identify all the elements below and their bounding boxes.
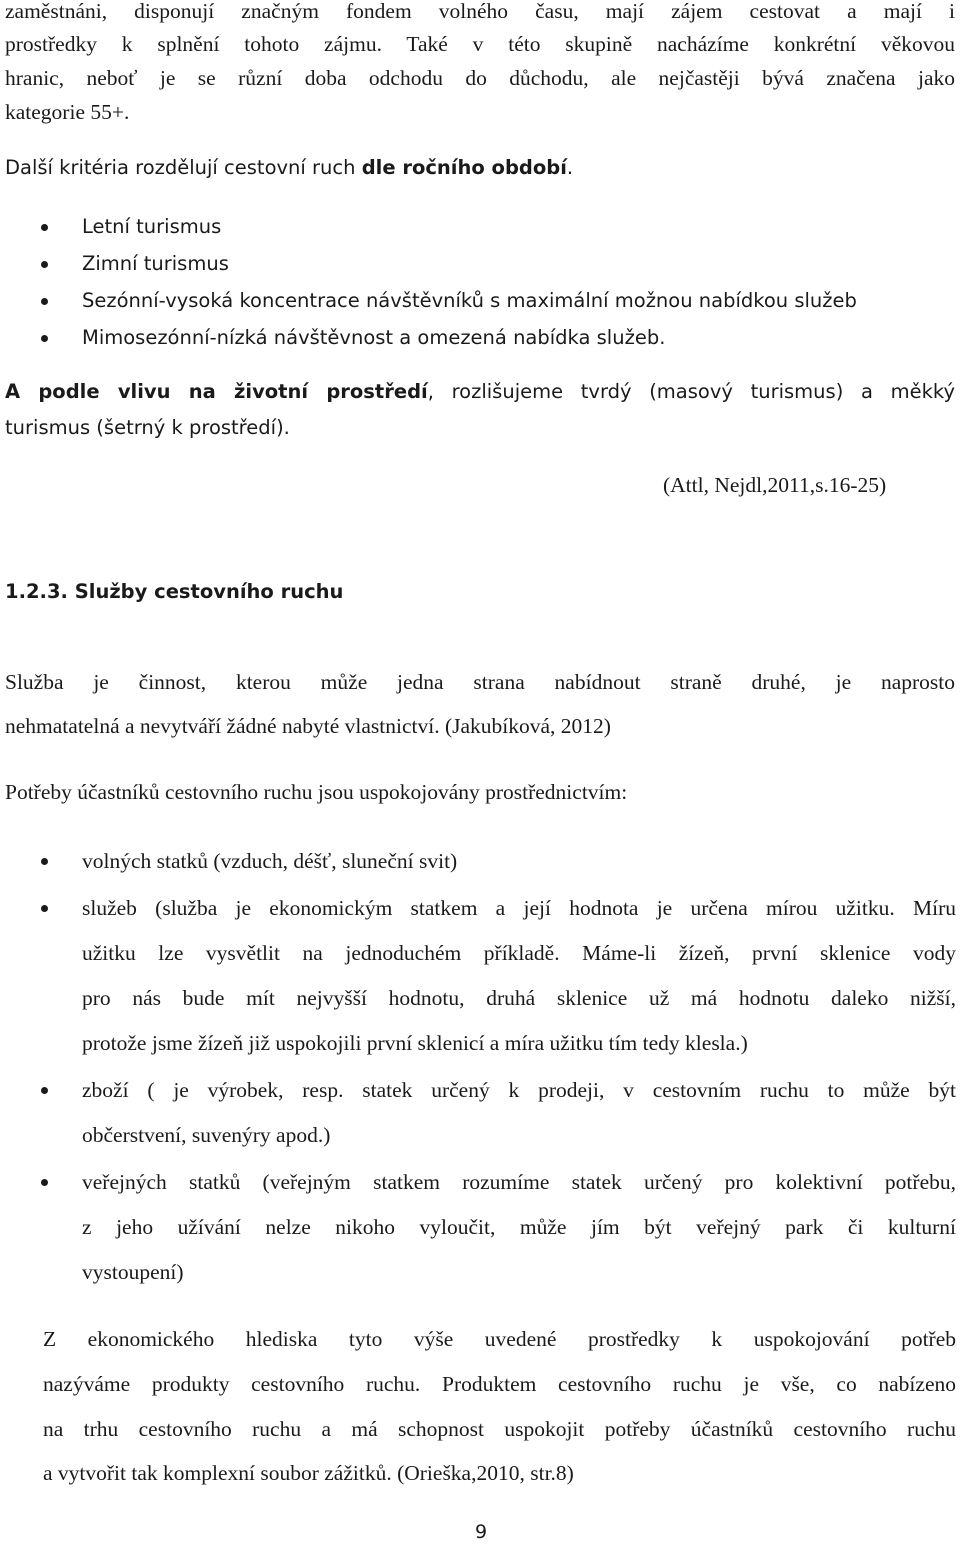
definition-line-1: Služba je činnost, kterou může jedna strana nabídnout straně druhé, je naprosto: [5, 670, 955, 694]
needs-item-goods-line-2: občerstvení, suvenýry apod.): [82, 1123, 331, 1147]
section-heading: 1.2.3. Služby cestovního ruchu: [5, 580, 344, 603]
definition-line-2: nehmatatelná a nevytváří žádné nabyté vlastnictví. (Jakubíková, 2012): [5, 714, 611, 738]
bullet-icon: [41, 298, 48, 305]
season-lead-bold: dle ročního období: [361, 156, 567, 179]
bullet-icon: [41, 261, 48, 268]
intro-line-3: hranic, neboť je se různí doba odchodu do důchodu, ale nejčastěji bývá značena jako: [5, 66, 955, 90]
needs-item-public-goods-line-3: vystoupení): [82, 1260, 184, 1284]
needs-item-public-goods-line-1: veřejných statků (veřejným statkem rozumíme statek určený pro kolektivní potřebu,: [82, 1170, 956, 1194]
environment-rest: , rozlišujeme tvrdý (masový turismus) a měkký: [427, 380, 956, 403]
environment-line-2: turismus (šetrný k prostředí).: [5, 416, 290, 439]
bullet-icon: [41, 858, 48, 865]
environment-bold: A podle vlivu na životní prostředí: [5, 380, 428, 403]
closing-line-2: nazýváme produkty cestovního ruchu. Produktem cestovního ruchu je vše, co nabízeno: [43, 1372, 956, 1396]
needs-item-free-goods: volných statků (vzduch, déšť, sluneční svit): [82, 849, 458, 873]
needs-intro: Potřeby účastníků cestovního ruchu jsou uspokojovány prostřednictvím:: [5, 780, 628, 804]
needs-item-services-line-3: pro nás bude mít nejvyšší hodnotu, druhá sklenice už má hodnotu daleko nižší,: [82, 986, 956, 1010]
bullet-icon: [41, 335, 48, 342]
bullet-icon: [41, 224, 48, 231]
season-item-winter: Zimní turismus: [82, 252, 229, 275]
closing-line-4: a vytvořit tak komplexní soubor zážitků. (Orieška,2010, str.8): [43, 1461, 574, 1485]
needs-item-services-line-4: protože jsme žízeň již uspokojili první sklenicí a míra užitku tím tedy klesla.): [82, 1031, 748, 1055]
season-lead-end: .: [566, 156, 574, 179]
closing-line-3: na trhu cestovního ruchu a má schopnost uspokojit potřeby účastníků cestovního ruchu: [43, 1417, 956, 1441]
season-item-high-season: Sezónní-vysoká koncentrace návštěvníků s maximální možnou nabídkou služeb: [82, 289, 857, 312]
bullet-icon: [41, 1087, 48, 1094]
page-number: 9: [475, 1521, 488, 1543]
bullet-icon: [41, 1179, 48, 1186]
environment-citation: (Attl, Nejdl,2011,s.16-25): [663, 473, 887, 497]
bullet-icon: [41, 905, 48, 912]
season-lead-plain: Další kritéria rozdělují cestovní ruch: [5, 156, 362, 179]
season-item-summer: Letní turismus: [82, 215, 222, 238]
intro-line-2: prostředky k splnění tohoto zájmu. Také v této skupině nacházíme konkrétní věkovou: [5, 32, 955, 56]
needs-item-services-line-2: užitku lze vysvětlit na jednoduchém příkladě. Máme-li žízeň, první sklenice vody: [82, 941, 956, 965]
needs-item-goods-line-1: zboží ( je výrobek, resp. statek určený k prodeji, v cestovním ruchu to může být: [82, 1078, 956, 1102]
season-lead: [5, 158, 573, 178]
needs-item-services-line-1: služeb (služba je ekonomickým statkem a její hodnota je určena mírou užitku. Míru: [82, 896, 956, 920]
environment-line-1: [5, 382, 955, 402]
intro-line-4: kategorie 55+.: [5, 100, 130, 124]
season-item-off-season: Mimosezónní-nízká návštěvnost a omezená nabídka služeb.: [82, 326, 666, 349]
intro-line-1: zaměstnáni, disponují značným fondem volného času, mají zájem cestovat a mají i: [5, 0, 955, 23]
needs-item-public-goods-line-2: z jeho užívání nelze nikoho vyloučit, může jím být veřejný park či kulturní: [82, 1215, 956, 1239]
closing-line-1: Z ekonomického hlediska tyto výše uvedené prostředky k uspokojování potřeb: [43, 1327, 956, 1351]
